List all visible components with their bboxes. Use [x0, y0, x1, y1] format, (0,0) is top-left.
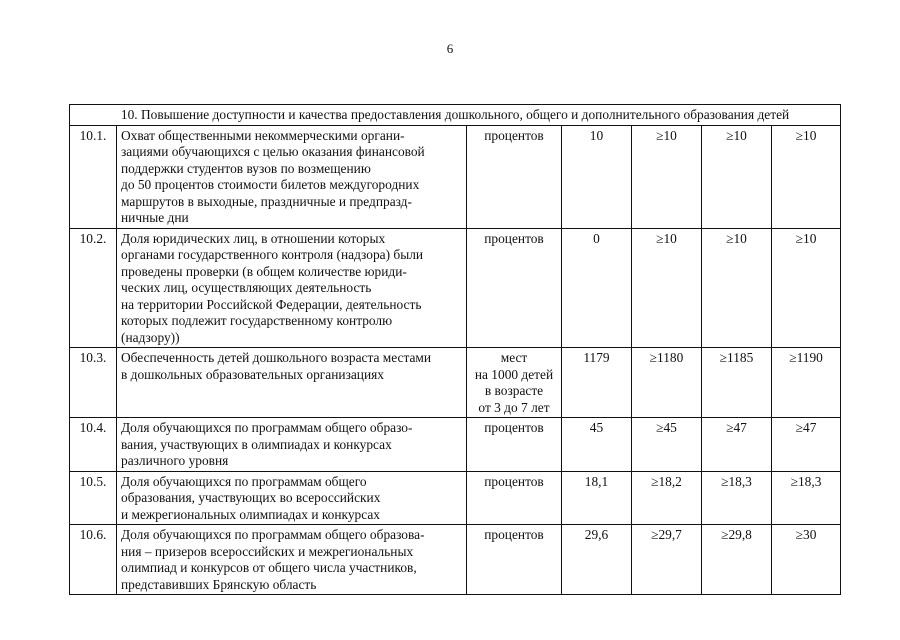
table-row — [70, 228, 841, 348]
description-line: на территории Российской Федерации, деятельность — [121, 296, 422, 312]
section-header-row — [70, 105, 841, 126]
indicator-description — [117, 471, 467, 525]
unit-line: процентов — [484, 473, 544, 489]
description-line: (надзору)) — [121, 329, 180, 345]
section-title: 10. Повышение доступности и качества предоставления дошкольного, общего и дополнительного образования детей — [70, 105, 841, 126]
table-body — [70, 105, 841, 595]
description-line: органами государственного контроля (надзора) были — [121, 247, 424, 262]
indicator-description — [117, 418, 467, 472]
indicator-value-3: ≥29,8 — [702, 525, 772, 595]
indicator-description — [117, 228, 467, 348]
table-row — [70, 418, 841, 472]
description-line: Доля обучающихся по программам общего образо- — [121, 420, 413, 435]
table-row — [70, 525, 841, 595]
indicator-unit — [467, 471, 562, 525]
indicator-value-4: ≥18,3 — [772, 471, 841, 525]
indicators-table — [69, 104, 841, 595]
indicator-unit — [467, 418, 562, 472]
indicator-value-1: 18,1 — [562, 471, 632, 525]
table-row — [70, 348, 841, 418]
indicator-value-1: 0 — [562, 228, 632, 348]
indicator-value-1: 1179 — [562, 348, 632, 418]
indicator-value-1: 29,6 — [562, 525, 632, 595]
unit-line: от 3 до 7 лет — [478, 399, 550, 415]
indicator-value-2: ≥29,7 — [632, 525, 702, 595]
table-row — [70, 125, 841, 228]
unit-line: в возрасте — [484, 383, 544, 398]
indicator-value-1: 45 — [562, 418, 632, 472]
description-line: поддержки студентов вузов по возмещению — [121, 160, 371, 176]
indicator-number: 10.2. — [70, 228, 117, 348]
indicator-description — [117, 348, 467, 418]
unit-line: на 1000 детей — [474, 366, 554, 382]
indicator-number: 10.6. — [70, 525, 117, 595]
description-line: проведены проверки (в общем количестве юриди- — [121, 263, 407, 279]
indicator-value-4: ≥30 — [772, 525, 841, 595]
indicator-unit — [467, 525, 562, 595]
description-line: Охват общественными некоммерческими органи- — [121, 127, 405, 143]
unit-line: мест — [500, 350, 528, 365]
unit-line: процентов — [484, 527, 544, 542]
indicator-value-2: ≥1180 — [632, 348, 702, 418]
indicator-value-3: ≥10 — [702, 228, 772, 348]
description-line: ния – призеров всероссийских и межрегиональных — [121, 543, 414, 559]
indicator-value-2: ≥45 — [632, 418, 702, 472]
description-line: образования, участвующих во всероссийских — [121, 490, 381, 505]
description-line: которых подлежит государственному контролю — [121, 313, 393, 328]
indicator-value-1: 10 — [562, 125, 632, 228]
indicator-value-4: ≥10 — [772, 228, 841, 348]
indicator-value-4: ≥47 — [772, 418, 841, 472]
description-line: Доля юридических лиц, в отношении которых — [121, 230, 386, 246]
indicator-number: 10.1. — [70, 125, 117, 228]
indicator-unit — [467, 125, 562, 228]
indicator-value-2: ≥10 — [632, 125, 702, 228]
indicator-value-3: ≥47 — [702, 418, 772, 472]
indicator-value-4: ≥1190 — [772, 348, 841, 418]
description-line: в дошкольных образовательных организациях — [121, 366, 384, 382]
indicator-value-3: ≥10 — [702, 125, 772, 228]
indicator-unit — [467, 348, 562, 418]
description-line: и межрегиональных олимпиадах и конкурсах — [121, 506, 380, 522]
description-line: представивших Брянскую область — [121, 576, 317, 592]
indicator-value-3: ≥1185 — [702, 348, 772, 418]
description-line: Доля обучающихся по программам общего — [121, 473, 367, 489]
indicator-number: 10.4. — [70, 418, 117, 472]
unit-line: процентов — [484, 230, 544, 246]
table-row — [70, 471, 841, 525]
indicator-description — [117, 525, 467, 595]
description-line: зациями обучающихся с целью оказания финансовой — [121, 144, 425, 159]
indicator-value-2: ≥10 — [632, 228, 702, 348]
indicator-unit — [467, 228, 562, 348]
description-line: ничные дни — [121, 210, 189, 225]
indicator-value-4: ≥10 — [772, 125, 841, 228]
unit-line: процентов — [484, 127, 544, 143]
unit-line: процентов — [484, 420, 544, 435]
indicator-number: 10.5. — [70, 471, 117, 525]
description-line: до 50 процентов стоимости билетов междугородних — [121, 177, 420, 192]
description-line: Доля обучающихся по программам общего образова- — [121, 527, 425, 542]
description-line: различного уровня — [121, 453, 229, 468]
indicator-description — [117, 125, 467, 228]
indicator-number: 10.3. — [70, 348, 117, 418]
description-line: маршрутов в выходные, праздничные и предпразд- — [121, 193, 412, 209]
page-number: 6 — [446, 41, 454, 56]
description-line: олимпиад и конкурсов от общего числа участников, — [121, 560, 417, 575]
indicator-value-3: ≥18,3 — [702, 471, 772, 525]
indicator-value-2: ≥18,2 — [632, 471, 702, 525]
description-line: Обеспеченность детей дошкольного возраста местами — [121, 350, 432, 365]
description-line: ческих лиц, осуществляющих деятельность — [121, 280, 372, 295]
description-line: вания, участвующих в олимпиадах и конкурсах — [121, 436, 392, 452]
